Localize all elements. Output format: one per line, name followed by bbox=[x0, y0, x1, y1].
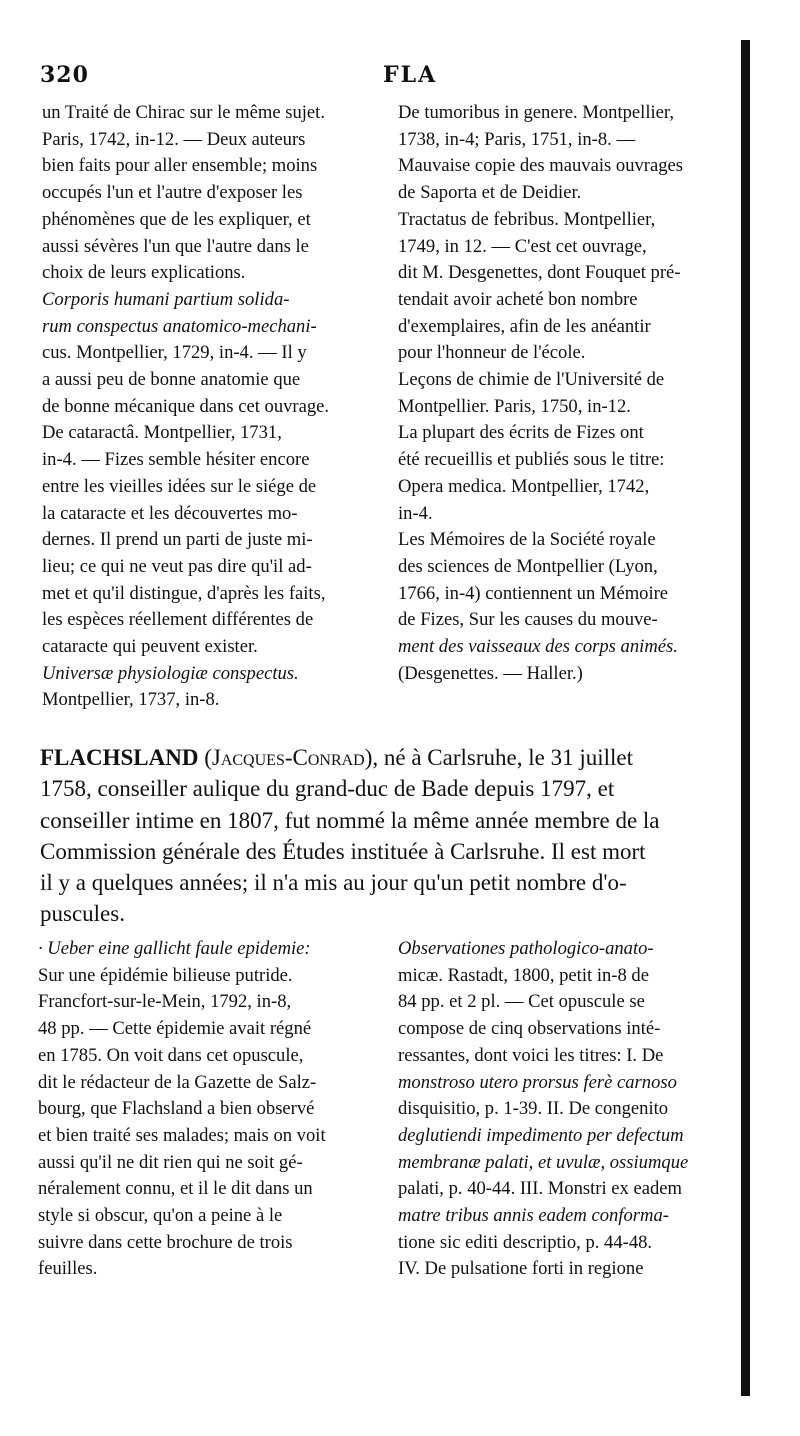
text-line: Commission générale des Études instituée à Carlsruhe. Il est mort bbox=[40, 838, 646, 864]
entry-headword: FLACHSLAND bbox=[40, 745, 199, 770]
text-line: les espèces réellement différentes de bbox=[42, 609, 314, 631]
text-line: 48 pp. — Cette épidemie avait régné bbox=[38, 1018, 312, 1040]
text-line: puscules. bbox=[40, 901, 125, 927]
text-line: de Fizes, Sur les causes du mouve- bbox=[398, 609, 658, 631]
text-line: lieu; ce qui ne veut pas dire qu'il ad- bbox=[42, 555, 312, 577]
text-line: micæ. Rastadt, 1800, petit in-8 de bbox=[398, 964, 649, 986]
text-line: il y a quelques années; il n'a mis au jour qu'un petit nombre d'o- bbox=[40, 870, 627, 896]
text-line: bourg, que Flachsland a bien observé bbox=[38, 1098, 315, 1120]
text-line: Les Mémoires de la Société royale bbox=[398, 529, 656, 551]
text-line: aussi sévères l'un que l'autre dans le bbox=[42, 235, 309, 257]
text-line: suivre dans cette brochure de trois bbox=[38, 1231, 293, 1253]
text-line: La plupart des écrits de Fizes ont bbox=[398, 422, 644, 444]
text-line: ressantes, dont voici les titres: I. De bbox=[398, 1044, 664, 1066]
entry-first-line-rest: , né à Carlsruhe, le 31 juillet bbox=[372, 745, 633, 770]
text-line: cataracte qui peuvent exister. bbox=[42, 636, 258, 658]
text-line: phénomènes que de les expliquer, et bbox=[42, 208, 311, 230]
text-line: matre tribus annis eadem conforma- bbox=[398, 1205, 669, 1227]
text-line: 1738, in-4; Paris, 1751, in-8. — bbox=[398, 128, 636, 150]
text-line: De tumoribus in genere. Montpellier, bbox=[398, 102, 675, 123]
text-line: de bonne mécanique dans cet ouvrage. bbox=[42, 395, 330, 417]
text-line: IV. De pulsatione forti in regione bbox=[398, 1258, 644, 1280]
text-line: monstroso utero prorsus ferè carnoso bbox=[398, 1071, 677, 1093]
text-line: cus. Montpellier, 1729, in-4. — Il y bbox=[42, 342, 307, 364]
text-line: style si obscur, qu'on a peine à le bbox=[38, 1205, 283, 1227]
text-line: Tractatus de febribus. Montpellier, bbox=[398, 208, 656, 230]
text-line: pour l'honneur de l'école. bbox=[398, 342, 586, 364]
text-line: Observationes pathologico-anato- bbox=[398, 938, 654, 959]
text-line: tione sic editi descriptio, p. 44-48. bbox=[398, 1231, 653, 1253]
text-line: palati, p. 40-44. III. Monstri ex eadem bbox=[398, 1178, 682, 1200]
text-line: conseiller intime en 1807, fut nommé la même année membre de la bbox=[40, 807, 660, 833]
text-line: été recueillis et publiés sous le titre: bbox=[398, 449, 665, 471]
text-line: disquisitio, p. 1-39. II. De congenito bbox=[398, 1098, 669, 1120]
text-line: Opera medica. Montpellier, 1742, bbox=[398, 475, 650, 497]
text-line: tendait avoir acheté bon nombre bbox=[398, 288, 638, 310]
column-top-left bbox=[42, 100, 392, 714]
text-line: dit le rédacteur de la Gazette de Salz- bbox=[38, 1071, 317, 1093]
text-line: en 1785. On voit dans cet opuscule, bbox=[38, 1044, 304, 1066]
text-line: de Saporta et de Deidier. bbox=[398, 182, 582, 204]
text-line: d'exemplaires, afin de les anéantir bbox=[398, 315, 651, 337]
text-line: compose de cinq observations inté- bbox=[398, 1018, 661, 1040]
text-line: entre les vieilles idées sur le siége de bbox=[42, 475, 317, 497]
text-line: dit M. Desgenettes, dont Fouquet pré- bbox=[398, 262, 681, 284]
text-line: un Traité de Chirac sur le même sujet. bbox=[42, 102, 325, 123]
text-line: bien faits pour aller ensemble; moins bbox=[42, 155, 318, 177]
text-line: Leçons de chimie de l'Université de bbox=[398, 369, 665, 391]
text-line: Montpellier. Paris, 1750, in-12. bbox=[398, 395, 631, 417]
text-line: met et qu'il distingue, d'après les faits, bbox=[42, 582, 326, 604]
text-line: De cataractâ. Montpellier, 1731, bbox=[42, 422, 282, 444]
text-line: Montpellier, 1737, in-8. bbox=[42, 689, 220, 711]
entry-forename: (Jacques-Conrad) bbox=[204, 745, 373, 770]
text-line: rum conspectus anatomico-mechani- bbox=[42, 315, 317, 337]
text-line: Universæ physiologiæ conspectus. bbox=[42, 662, 299, 684]
running-title: FLA bbox=[383, 62, 438, 88]
column-bottom-left bbox=[38, 936, 390, 1283]
text-line: Corporis humani partium solida- bbox=[42, 288, 290, 310]
text-line: in-4. bbox=[398, 502, 433, 524]
text-line: Sur une épidémie bilieuse putride. bbox=[38, 964, 293, 986]
text-line: Francfort-sur-le-Mein, 1792, in-8, bbox=[38, 991, 292, 1013]
text-line: membranæ palati, et uvulæ, ossiumque bbox=[398, 1151, 689, 1173]
text-line: la cataracte et les découvertes mo- bbox=[42, 502, 298, 524]
text-line: a aussi peu de bonne anatomie que bbox=[42, 369, 301, 391]
column-bottom-right bbox=[398, 936, 738, 1283]
text-line: deglutiendi impedimento per defectum bbox=[398, 1124, 684, 1146]
text-line: des sciences de Montpellier (Lyon, bbox=[398, 555, 658, 577]
text-line: Mauvaise copie des mauvais ouvrages bbox=[398, 155, 684, 177]
text-line: feuilles. bbox=[38, 1258, 98, 1280]
text-line: dernes. Il prend un parti de juste mi- bbox=[42, 529, 313, 551]
biography-entry bbox=[40, 742, 738, 930]
text-line: ment des vaisseaux des corps animés. bbox=[398, 636, 678, 658]
text-line: 84 pp. et 2 pl. — Cet opuscule se bbox=[398, 991, 645, 1013]
text-line: occupés l'un et l'autre d'exposer les bbox=[42, 182, 303, 204]
text-line: choix de leurs explications. bbox=[42, 262, 246, 284]
text-line: (Desgenettes. — Haller.) bbox=[398, 662, 583, 684]
text-line: 1758, conseiller aulique du grand-duc de Bade depuis 1797, et bbox=[40, 776, 615, 802]
text-line: · Ueber eine gallicht faule epidemie: bbox=[38, 938, 311, 959]
text-line: 1766, in-4) contiennent un Mémoire bbox=[398, 582, 669, 604]
text-line: 1749, in 12. — C'est cet ouvrage, bbox=[398, 235, 647, 257]
entry-first-line bbox=[40, 742, 738, 773]
text-line: aussi qu'il ne dit rien qui ne soit gé- bbox=[38, 1151, 303, 1173]
text-line: in-4. — Fizes semble hésiter encore bbox=[42, 449, 310, 471]
text-line: Paris, 1742, in-12. — Deux auteurs bbox=[42, 128, 306, 150]
column-top-right bbox=[398, 100, 738, 687]
text-line: et bien traité ses malades; mais on voit bbox=[38, 1124, 326, 1146]
page-number: 320 bbox=[40, 62, 89, 88]
text-line: néralement connu, et il le dit dans un bbox=[38, 1178, 313, 1200]
page-edge-shadow bbox=[741, 40, 750, 1396]
